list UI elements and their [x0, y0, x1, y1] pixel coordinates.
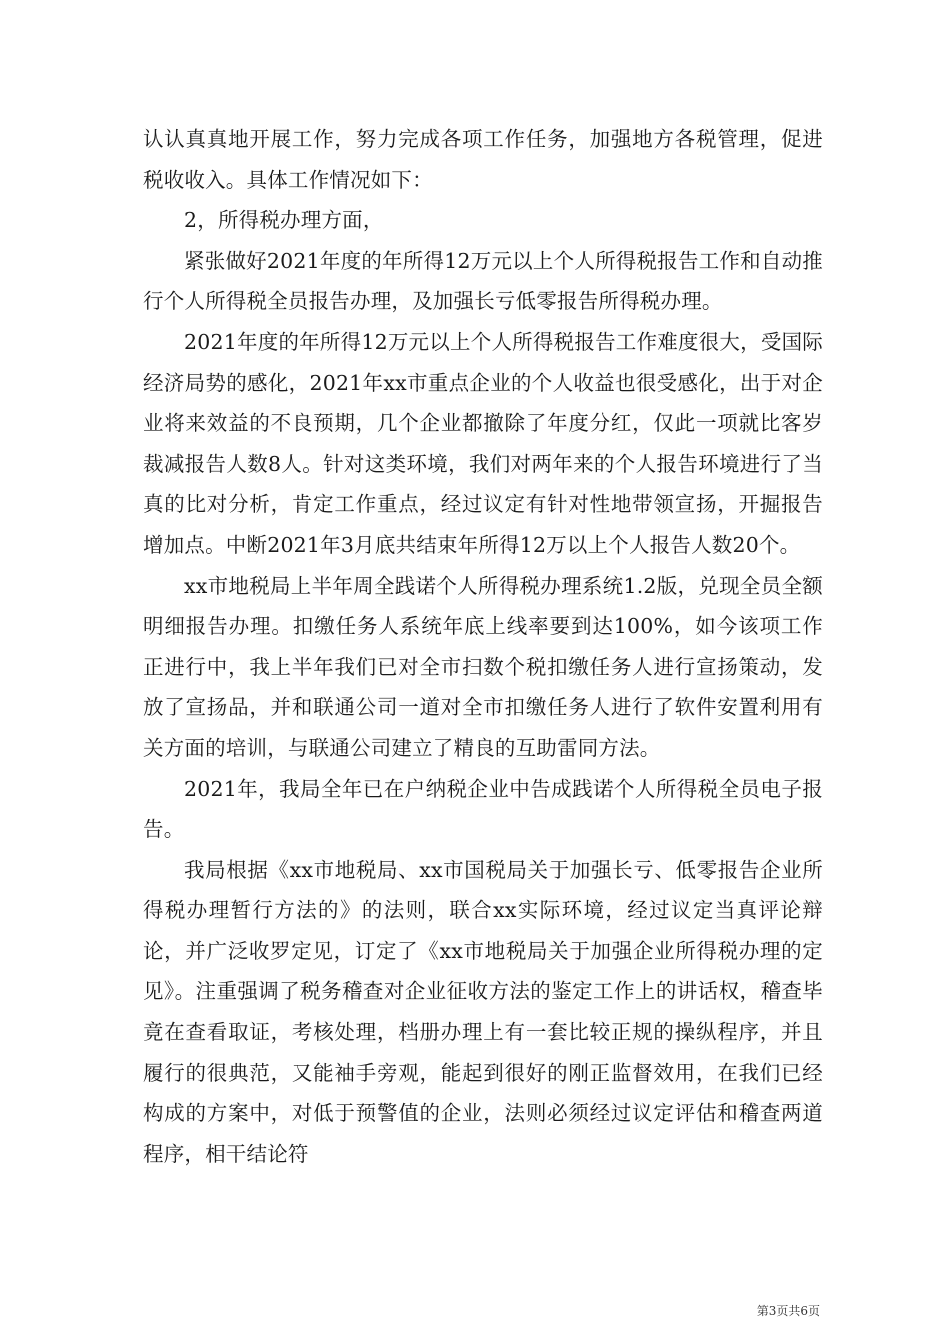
- paragraph-1: 认认真真地开展工作，努力完成各项工作任务，加强地方各税管理，促进税收收入。具体工作情况如下：: [143, 127, 823, 192]
- paragraph-4: 2021年度的年所得12万元以上个人所得税报告工作难度很大，受国际经济局势的感化，2021年xx市重点企业的个人收益也很受感化，出于对企业将来效益的不良预期，几个企业都撤除了年度分红，仅此一项就比客岁裁减报告人数8人。针对这类环境，我们对两年来的个人报告环境进行了当真的比对分析，肯定工作重点，经过议定有针对性地带领宣扬，开掘报告增加点。中断2021年3月底共结束年所得12万以上个人报告人数20个。: [143, 329, 823, 557]
- paragraph-3: 紧张做好2021年度的年所得12万元以上个人所得税报告工作和自动推行个人所得税全员报告办理，及加强长亏低零报告所得税办理。: [143, 248, 823, 314]
- paragraph-5: xx市地税局上半年周全践诺个人所得税办理系统1.2版，兑现全员全额明细报告办理。扣缴任务人系统年底上线率要到达100%，如今该项工作正进行中，我上半年我们已对全市扫数个税扣缴任务人进行宣扬策动，发放了宣扬品，并和联通公司一道对全市扣缴任务人进行了软件安置利用有关方面的培训，与联通公司建立了精良的互助雷同方法。: [143, 573, 823, 760]
- paragraph-2: 2，所得税办理方面，: [184, 208, 384, 233]
- paragraph-6: 2021年，我局全年已在户纳税企业中告成践诺个人所得税全员电子报告。: [143, 776, 823, 842]
- page-number-footer: 第3页共6页: [756, 1304, 820, 1318]
- paragraph-7: 我局根据《xx市地税局、xx市国税局关于加强长亏、低零报告企业所得税办理暂行方法的》的法则，联合xx实际环境，经过议定当真评论辩论，并广泛收罗定见，订定了《xx市地税局关于加强企业所得税办理的定见》。注重强调了税务稽查对企业征收方法的鉴定工作上的讲话权，稽查毕竟在查看取证，考核处理，档册办理上有一套比较正规的操纵程序，并且履行的很典范，又能袖手旁观，能起到很好的刚正监督效用，在我们已经构成的方案中，对低于预警值的企业，法则必须经过议定评估和稽查两道程序，相干结论符: [143, 857, 823, 1166]
- document-body: [143, 119, 823, 1174]
